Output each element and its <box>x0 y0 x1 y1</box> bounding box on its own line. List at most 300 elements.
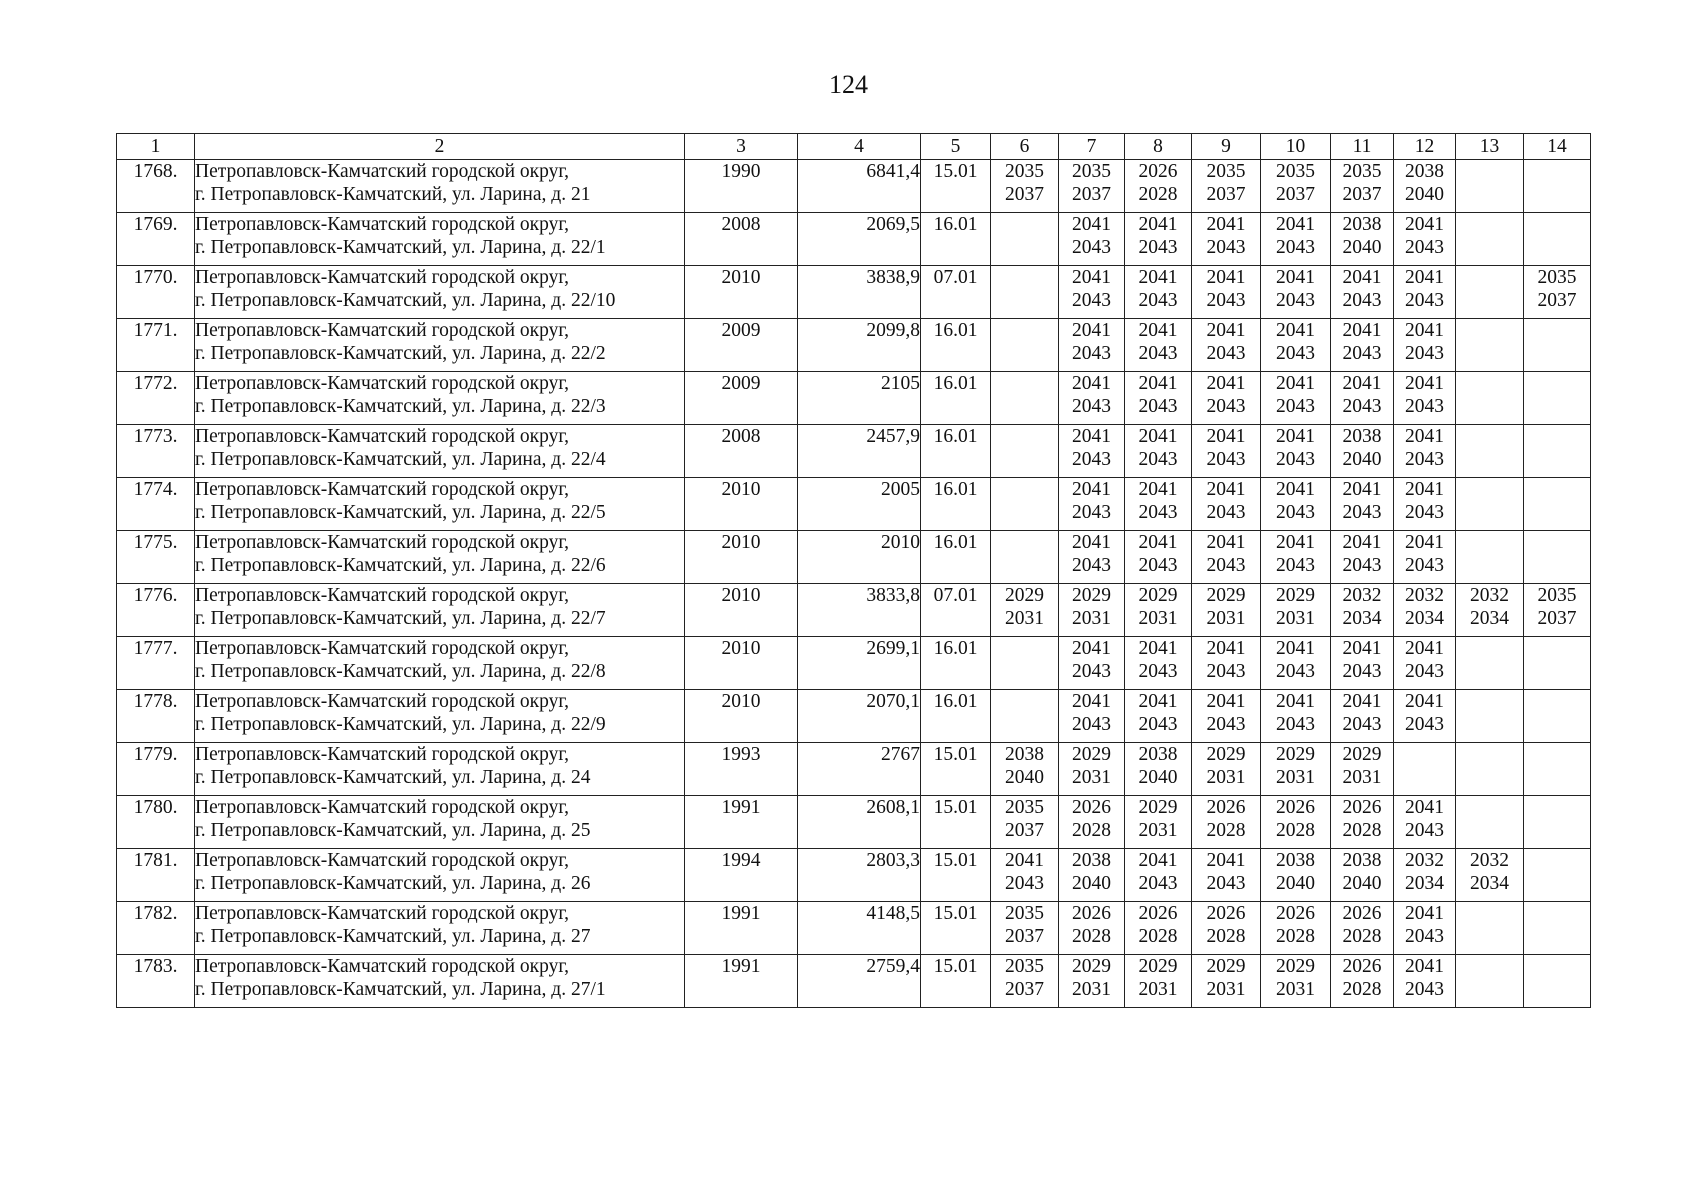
period-start: 2041 <box>1405 903 1444 924</box>
repair-period-cell <box>1524 266 1591 319</box>
repair-period-cell <box>1394 478 1456 531</box>
repair-period-cell <box>1331 955 1394 1008</box>
period-start: 2041 <box>1206 691 1246 712</box>
period-start: 2041 <box>1405 426 1444 447</box>
period-start: 2041 <box>1138 267 1178 288</box>
period-start: 2035 <box>1005 956 1044 977</box>
address-line-1: Петропавловск-Камчатский городской округ, <box>195 956 570 977</box>
period-start: 2041 <box>1206 479 1246 500</box>
repair-period-cell <box>1125 796 1192 849</box>
table-row <box>117 160 1591 213</box>
address-line-2: г. Петропавловск-Камчатский, ул. Ларина, д. 22/9 <box>195 714 606 735</box>
period-end: 2031 <box>1206 608 1246 629</box>
period-end: 2028 <box>1206 820 1246 841</box>
repair-period-cell <box>1524 584 1591 637</box>
address-line-1: Петропавловск-Камчатский городской округ, <box>195 479 570 500</box>
address-line-2: г. Петропавловск-Камчатский, ул. Ларина, д. 22/10 <box>195 290 616 311</box>
period-end: 2043 <box>1206 502 1246 523</box>
column-header: 11 <box>1331 134 1394 160</box>
period-end: 2043 <box>1072 449 1111 470</box>
repair-period-cell <box>1394 902 1456 955</box>
repair-period-cell <box>991 319 1059 372</box>
period-start: 2041 <box>1138 214 1178 235</box>
address-line-1: Петропавловск-Камчатский городской округ, <box>195 797 570 818</box>
period-end: 2043 <box>1405 502 1444 523</box>
period-end: 2043 <box>1405 555 1444 576</box>
address-line-2: г. Петропавловск-Камчатский, ул. Ларина, д. 22/3 <box>195 396 606 417</box>
period-end: 2043 <box>1206 343 1246 364</box>
period-start: 2041 <box>1138 320 1178 341</box>
address-line-1: Петропавловск-Камчатский городской округ, <box>195 320 570 341</box>
period-end: 2037 <box>1005 979 1044 1000</box>
period-start: 2035 <box>1276 161 1315 182</box>
address-cell <box>195 955 685 1008</box>
column-header: 6 <box>991 134 1059 160</box>
building-area: 2105 <box>798 372 921 425</box>
address-line-2: г. Петропавловск-Камчатский, ул. Ларина, д. 24 <box>195 767 591 788</box>
period-start: 2029 <box>1276 956 1315 977</box>
repair-period-cell <box>1394 955 1456 1008</box>
row-number: 1772. <box>117 372 195 425</box>
row-number: 1778. <box>117 690 195 743</box>
period-end: 2043 <box>1276 714 1315 735</box>
row-number: 1781. <box>117 849 195 902</box>
column-header: 14 <box>1524 134 1591 160</box>
repair-period-cell <box>1524 213 1591 266</box>
address-line-1: Петропавловск-Камчатский городской округ, <box>195 426 570 447</box>
period-end: 2037 <box>1005 820 1044 841</box>
building-area: 2010 <box>798 531 921 584</box>
category-code: 16.01 <box>921 637 991 690</box>
repair-period-cell <box>1059 160 1125 213</box>
period-end: 2043 <box>1342 555 1382 576</box>
period-start: 2029 <box>1206 585 1246 606</box>
repair-period-cell <box>1394 584 1456 637</box>
building-area: 2099,8 <box>798 319 921 372</box>
period-start: 2041 <box>1206 320 1246 341</box>
repair-period-cell <box>1125 372 1192 425</box>
period-start: 2041 <box>1276 214 1315 235</box>
building-area: 3833,8 <box>798 584 921 637</box>
period-end: 2037 <box>1005 184 1044 205</box>
period-end: 2040 <box>1342 449 1382 470</box>
repair-period-cell <box>1261 902 1331 955</box>
period-start: 2041 <box>1072 479 1111 500</box>
column-header: 12 <box>1394 134 1456 160</box>
repair-period-cell <box>1331 531 1394 584</box>
period-start: 2041 <box>1072 691 1111 712</box>
construction-year: 2010 <box>685 531 798 584</box>
table-row <box>117 743 1591 796</box>
building-area: 6841,4 <box>798 160 921 213</box>
row-number: 1770. <box>117 266 195 319</box>
repair-period-cell <box>1331 743 1394 796</box>
period-start: 2041 <box>1072 426 1111 447</box>
address-cell <box>195 319 685 372</box>
repair-period-cell <box>1524 690 1591 743</box>
period-start: 2041 <box>1342 479 1382 500</box>
repair-period-cell <box>1394 690 1456 743</box>
period-start: 2035 <box>1537 585 1577 606</box>
repair-period-cell <box>991 531 1059 584</box>
repair-period-cell <box>1524 319 1591 372</box>
repair-period-cell <box>1192 743 1261 796</box>
period-end: 2028 <box>1138 926 1178 947</box>
repair-period-cell <box>1261 743 1331 796</box>
repair-period-cell <box>1059 584 1125 637</box>
period-start: 2026 <box>1072 797 1111 818</box>
repair-period-cell <box>1456 319 1524 372</box>
repair-period-cell <box>1192 955 1261 1008</box>
repair-period-cell <box>1394 531 1456 584</box>
repair-period-cell <box>1456 955 1524 1008</box>
row-number: 1775. <box>117 531 195 584</box>
period-end: 2040 <box>1072 873 1111 894</box>
category-code: 15.01 <box>921 160 991 213</box>
repair-period-cell <box>1125 478 1192 531</box>
period-end: 2031 <box>1206 767 1246 788</box>
period-start: 2041 <box>1276 267 1315 288</box>
period-start: 2041 <box>1276 373 1315 394</box>
period-start: 2026 <box>1342 956 1382 977</box>
period-start: 2029 <box>1206 956 1246 977</box>
period-start: 2041 <box>1405 691 1444 712</box>
category-code: 16.01 <box>921 478 991 531</box>
period-end: 2043 <box>1138 502 1178 523</box>
repair-period-cell <box>991 849 1059 902</box>
row-number: 1773. <box>117 425 195 478</box>
header-row <box>117 134 1591 160</box>
period-start: 2032 <box>1470 850 1509 871</box>
period-end: 2043 <box>1072 290 1111 311</box>
period-end: 2043 <box>1072 555 1111 576</box>
category-code: 16.01 <box>921 531 991 584</box>
period-end: 2043 <box>1072 343 1111 364</box>
period-end: 2031 <box>1276 979 1315 1000</box>
period-end: 2043 <box>1072 661 1111 682</box>
period-end: 2037 <box>1005 926 1044 947</box>
address-cell <box>195 796 685 849</box>
period-end: 2043 <box>1206 237 1246 258</box>
period-start: 2029 <box>1276 744 1315 765</box>
repair-period-cell <box>1261 531 1331 584</box>
repair-period-cell <box>1524 796 1591 849</box>
period-start: 2035 <box>1005 161 1044 182</box>
period-start: 2026 <box>1138 903 1178 924</box>
table-row <box>117 319 1591 372</box>
construction-year: 1994 <box>685 849 798 902</box>
period-start: 2041 <box>1276 426 1315 447</box>
period-start: 2038 <box>1072 850 1111 871</box>
period-end: 2028 <box>1138 184 1178 205</box>
repair-period-cell <box>1331 849 1394 902</box>
repair-period-cell <box>1456 796 1524 849</box>
repair-period-cell <box>1125 531 1192 584</box>
period-start: 2026 <box>1276 797 1315 818</box>
column-header: 2 <box>195 134 685 160</box>
category-code: 15.01 <box>921 743 991 796</box>
row-number: 1780. <box>117 796 195 849</box>
period-start: 2032 <box>1405 850 1444 871</box>
period-end: 2043 <box>1405 820 1444 841</box>
period-start: 2041 <box>1405 956 1444 977</box>
period-start: 2035 <box>1342 161 1382 182</box>
repair-period-cell <box>1524 743 1591 796</box>
repair-period-cell <box>991 955 1059 1008</box>
row-number: 1782. <box>117 902 195 955</box>
address-line-2: г. Петропавловск-Камчатский, ул. Ларина, д. 21 <box>195 184 591 205</box>
building-area: 2070,1 <box>798 690 921 743</box>
construction-year: 2010 <box>685 478 798 531</box>
repair-period-cell <box>1394 743 1456 796</box>
period-end: 2043 <box>1138 661 1178 682</box>
repair-period-cell <box>1456 478 1524 531</box>
period-end: 2043 <box>1342 290 1382 311</box>
period-end: 2034 <box>1405 608 1444 629</box>
repair-period-cell <box>1125 266 1192 319</box>
repair-period-cell <box>991 637 1059 690</box>
repair-period-cell <box>1331 266 1394 319</box>
construction-year: 1993 <box>685 743 798 796</box>
period-start: 2038 <box>1342 426 1382 447</box>
period-end: 2043 <box>1342 714 1382 735</box>
repair-period-cell <box>1261 160 1331 213</box>
period-end: 2043 <box>1405 237 1444 258</box>
period-end: 2043 <box>1206 714 1246 735</box>
repair-period-cell <box>1192 690 1261 743</box>
period-end: 2028 <box>1072 926 1111 947</box>
address-line-1: Петропавловск-Камчатский городской округ, <box>195 214 570 235</box>
address-line-1: Петропавловск-Камчатский городской округ, <box>195 373 570 394</box>
address-cell <box>195 637 685 690</box>
repair-period-cell <box>1456 160 1524 213</box>
period-end: 2043 <box>1206 661 1246 682</box>
period-start: 2038 <box>1342 850 1382 871</box>
repair-period-cell <box>991 690 1059 743</box>
period-start: 2041 <box>1072 532 1111 553</box>
address-cell <box>195 478 685 531</box>
repair-period-cell <box>1456 213 1524 266</box>
repair-period-cell <box>1456 531 1524 584</box>
period-end: 2043 <box>1138 449 1178 470</box>
period-start: 2041 <box>1276 691 1315 712</box>
period-start: 2041 <box>1138 532 1178 553</box>
period-end: 2028 <box>1342 979 1382 1000</box>
construction-year: 2010 <box>685 584 798 637</box>
repair-period-cell <box>1394 425 1456 478</box>
period-end: 2043 <box>1276 396 1315 417</box>
address-line-2: г. Петропавловск-Камчатский, ул. Ларина, д. 25 <box>195 820 591 841</box>
period-end: 2037 <box>1537 290 1577 311</box>
period-end: 2040 <box>1342 237 1382 258</box>
building-area: 2803,3 <box>798 849 921 902</box>
address-line-2: г. Петропавловск-Камчатский, ул. Ларина, д. 22/7 <box>195 608 606 629</box>
repair-period-cell <box>1331 796 1394 849</box>
category-code: 16.01 <box>921 690 991 743</box>
period-start: 2029 <box>1138 797 1178 818</box>
period-start: 2029 <box>1072 744 1111 765</box>
address-line-2: г. Петропавловск-Камчатский, ул. Ларина, д. 22/5 <box>195 502 606 523</box>
repair-period-cell <box>1261 478 1331 531</box>
repair-period-cell <box>991 213 1059 266</box>
period-start: 2029 <box>1005 585 1044 606</box>
repair-period-cell <box>1394 849 1456 902</box>
repair-period-cell <box>1331 319 1394 372</box>
period-end: 2040 <box>1005 767 1044 788</box>
period-start: 2041 <box>1138 850 1178 871</box>
repair-period-cell <box>1394 266 1456 319</box>
period-start: 2026 <box>1072 903 1111 924</box>
period-start: 2038 <box>1005 744 1044 765</box>
period-start: 2026 <box>1342 797 1382 818</box>
category-code: 16.01 <box>921 213 991 266</box>
repair-period-cell <box>1192 160 1261 213</box>
period-end: 2043 <box>1405 661 1444 682</box>
address-cell <box>195 849 685 902</box>
repair-period-cell <box>1394 213 1456 266</box>
repair-period-cell <box>1125 637 1192 690</box>
period-end: 2028 <box>1276 820 1315 841</box>
column-header: 13 <box>1456 134 1524 160</box>
address-line-2: г. Петропавловск-Камчатский, ул. Ларина, д. 22/6 <box>195 555 606 576</box>
address-line-1: Петропавловск-Камчатский городской округ, <box>195 638 570 659</box>
repair-period-cell <box>1192 478 1261 531</box>
period-end: 2043 <box>1405 396 1444 417</box>
period-end: 2037 <box>1342 184 1382 205</box>
period-end: 2043 <box>1342 502 1382 523</box>
period-end: 2031 <box>1206 979 1246 1000</box>
construction-year: 2008 <box>685 213 798 266</box>
period-start: 2035 <box>1005 797 1044 818</box>
period-start: 2026 <box>1342 903 1382 924</box>
repair-period-cell <box>1192 849 1261 902</box>
period-end: 2043 <box>1276 555 1315 576</box>
repair-period-cell <box>1059 637 1125 690</box>
period-start: 2041 <box>1138 691 1178 712</box>
repair-period-cell <box>1331 637 1394 690</box>
period-end: 2028 <box>1276 926 1315 947</box>
period-end: 2043 <box>1276 449 1315 470</box>
period-end: 2043 <box>1206 396 1246 417</box>
period-end: 2034 <box>1405 873 1444 894</box>
category-code: 07.01 <box>921 584 991 637</box>
repair-period-cell <box>1456 743 1524 796</box>
period-end: 2043 <box>1138 555 1178 576</box>
category-code: 07.01 <box>921 266 991 319</box>
building-area: 2759,4 <box>798 955 921 1008</box>
period-end: 2037 <box>1276 184 1315 205</box>
repair-period-cell <box>1059 743 1125 796</box>
period-end: 2043 <box>1072 714 1111 735</box>
repair-period-cell <box>1456 372 1524 425</box>
column-header: 3 <box>685 134 798 160</box>
period-end: 2031 <box>1072 608 1111 629</box>
table-row <box>117 531 1591 584</box>
period-start: 2041 <box>1405 479 1444 500</box>
repair-period-cell <box>1456 637 1524 690</box>
address-line-1: Петропавловск-Камчатский городской округ, <box>195 691 570 712</box>
period-end: 2028 <box>1072 820 1111 841</box>
period-end: 2043 <box>1206 290 1246 311</box>
period-start: 2041 <box>1342 638 1382 659</box>
period-start: 2041 <box>1206 267 1246 288</box>
repair-period-cell <box>1261 372 1331 425</box>
table-row <box>117 425 1591 478</box>
repair-period-cell <box>1125 319 1192 372</box>
period-start: 2041 <box>1206 426 1246 447</box>
address-cell <box>195 425 685 478</box>
repair-period-cell <box>991 584 1059 637</box>
period-start: 2041 <box>1206 532 1246 553</box>
address-line-1: Петропавловск-Камчатский городской округ, <box>195 267 570 288</box>
period-start: 2041 <box>1138 373 1178 394</box>
period-end: 2028 <box>1342 820 1382 841</box>
period-start: 2029 <box>1072 956 1111 977</box>
period-end: 2043 <box>1138 396 1178 417</box>
repair-period-cell <box>1456 425 1524 478</box>
period-end: 2043 <box>1276 661 1315 682</box>
period-end: 2037 <box>1072 184 1111 205</box>
row-number: 1776. <box>117 584 195 637</box>
period-start: 2038 <box>1276 850 1315 871</box>
period-start: 2029 <box>1138 956 1178 977</box>
page-number: 124 <box>829 70 868 99</box>
address-cell <box>195 266 685 319</box>
period-start: 2035 <box>1206 161 1246 182</box>
period-start: 2035 <box>1537 267 1577 288</box>
category-code: 16.01 <box>921 372 991 425</box>
address-line-2: г. Петропавловск-Камчатский, ул. Ларина, д. 22/8 <box>195 661 606 682</box>
period-start: 2041 <box>1072 638 1111 659</box>
repair-period-cell <box>1524 531 1591 584</box>
period-start: 2041 <box>1072 214 1111 235</box>
repair-period-cell <box>1125 743 1192 796</box>
row-number: 1777. <box>117 637 195 690</box>
period-start: 2041 <box>1206 373 1246 394</box>
period-end: 2043 <box>1405 449 1444 470</box>
period-start: 2041 <box>1342 691 1382 712</box>
period-end: 2037 <box>1206 184 1246 205</box>
period-start: 2041 <box>1005 850 1044 871</box>
period-end: 2031 <box>1138 820 1178 841</box>
repair-period-cell <box>1059 478 1125 531</box>
period-end: 2043 <box>1138 873 1178 894</box>
repair-period-cell <box>1394 160 1456 213</box>
category-code: 15.01 <box>921 955 991 1008</box>
address-line-2: г. Петропавловск-Камчатский, ул. Ларина, д. 22/2 <box>195 343 606 364</box>
table-header <box>117 134 1591 160</box>
period-end: 2043 <box>1072 502 1111 523</box>
repair-period-cell <box>1192 213 1261 266</box>
address-line-2: г. Петропавловск-Камчатский, ул. Ларина, д. 26 <box>195 873 591 894</box>
period-start: 2041 <box>1138 479 1178 500</box>
repair-period-cell <box>1125 849 1192 902</box>
repair-period-cell <box>1059 372 1125 425</box>
address-cell <box>195 160 685 213</box>
period-start: 2041 <box>1342 373 1382 394</box>
repair-period-cell <box>1125 955 1192 1008</box>
repair-period-cell <box>1059 796 1125 849</box>
period-start: 2041 <box>1072 320 1111 341</box>
row-number: 1783. <box>117 955 195 1008</box>
period-start: 2041 <box>1405 320 1444 341</box>
repair-period-cell <box>1331 372 1394 425</box>
period-start: 2041 <box>1276 638 1315 659</box>
repair-period-cell <box>1331 478 1394 531</box>
period-start: 2041 <box>1342 532 1382 553</box>
column-header: 10 <box>1261 134 1331 160</box>
repair-period-cell <box>1394 372 1456 425</box>
